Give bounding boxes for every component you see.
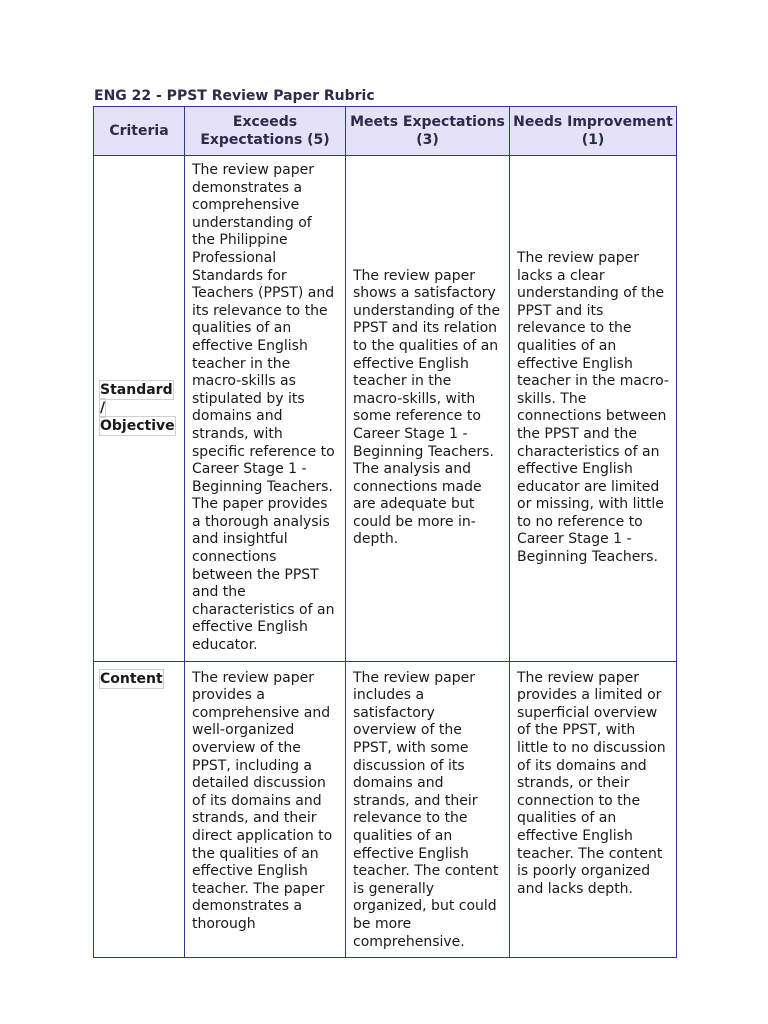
exceeds-cell bbox=[185, 661, 346, 958]
needs-description: The review paper provides a limited or superficial overview of the PPST, with little to no discussion of its domains and strands, or their connection to the qualities of an effective English teacher. The content is poorly organized and lacks depth. bbox=[517, 669, 666, 897]
exceeds-description: The review paper demonstrates a comprehensive understanding of the Philippine Professional Standards for Teachers (PPST) and its relevance to the qualities of an effective English teacher in the macro-skills as stipulated by its domains and strands, with specific reference to Career Stage 1 - Beginning Teachers. The paper provides a thorough analysis and insightful connections between the PPST and the characteristics of an effective English educator. bbox=[192, 162, 335, 654]
header-needs-improvement: Needs Improvement (1) bbox=[510, 107, 677, 156]
exceeds-description: The review paper provides a comprehensive and well-organized overview of the PPST, including a detailed discussion of its domains and strands, and their direct application to the qualities of an effective English teacher. The paper demonstrates a thorough bbox=[192, 669, 333, 932]
header-exceeds-expectations: Exceeds Expectations (5) bbox=[185, 107, 346, 156]
rubric-table bbox=[93, 106, 677, 958]
meets-description: The review paper shows a satisfactory understanding of the PPST and its relation to the qualities of an effective English teacher in the macro-skills, with some reference to Career Stage 1 - Beginning Teachers. The analysis and connections made are adequate but could be more in-depth. bbox=[353, 267, 501, 548]
meets-cell bbox=[346, 156, 510, 662]
table-row bbox=[94, 661, 677, 958]
document-title: ENG 22 - PPST Review Paper Rubric bbox=[94, 88, 375, 104]
criteria-label-line: / bbox=[100, 400, 106, 417]
needs-cell bbox=[510, 156, 677, 662]
needs-description: The review paper lacks a clear understanding of the PPST and its relevance to the qualities of an effective English teacher in the macro-skills. The connections between the PPST and the characteristics of an effective English educator are limited or missing, with little to no reference to Career Stage 1 - Beginning Teachers. bbox=[517, 249, 669, 566]
criteria-cell bbox=[94, 661, 185, 958]
meets-cell bbox=[346, 661, 510, 958]
criteria-label-line: Content bbox=[100, 670, 163, 687]
criteria-label-line: Standard bbox=[100, 382, 173, 399]
table-header-row bbox=[94, 107, 677, 156]
meets-description: The review paper includes a satisfactory overview of the PPST, with some discussion of its domains and strands, and their relevance to the qualities of an effective English teacher. The content is generally organized, but could be more comprehensive. bbox=[353, 669, 499, 950]
header-meets-expectations: Meets Expectations (3) bbox=[346, 107, 510, 156]
criteria-label-line: Objective bbox=[100, 418, 175, 435]
needs-cell bbox=[510, 661, 677, 958]
exceeds-cell bbox=[185, 156, 346, 662]
criteria-cell bbox=[94, 156, 185, 662]
header-criteria: Criteria bbox=[94, 107, 185, 156]
table-row bbox=[94, 156, 677, 662]
